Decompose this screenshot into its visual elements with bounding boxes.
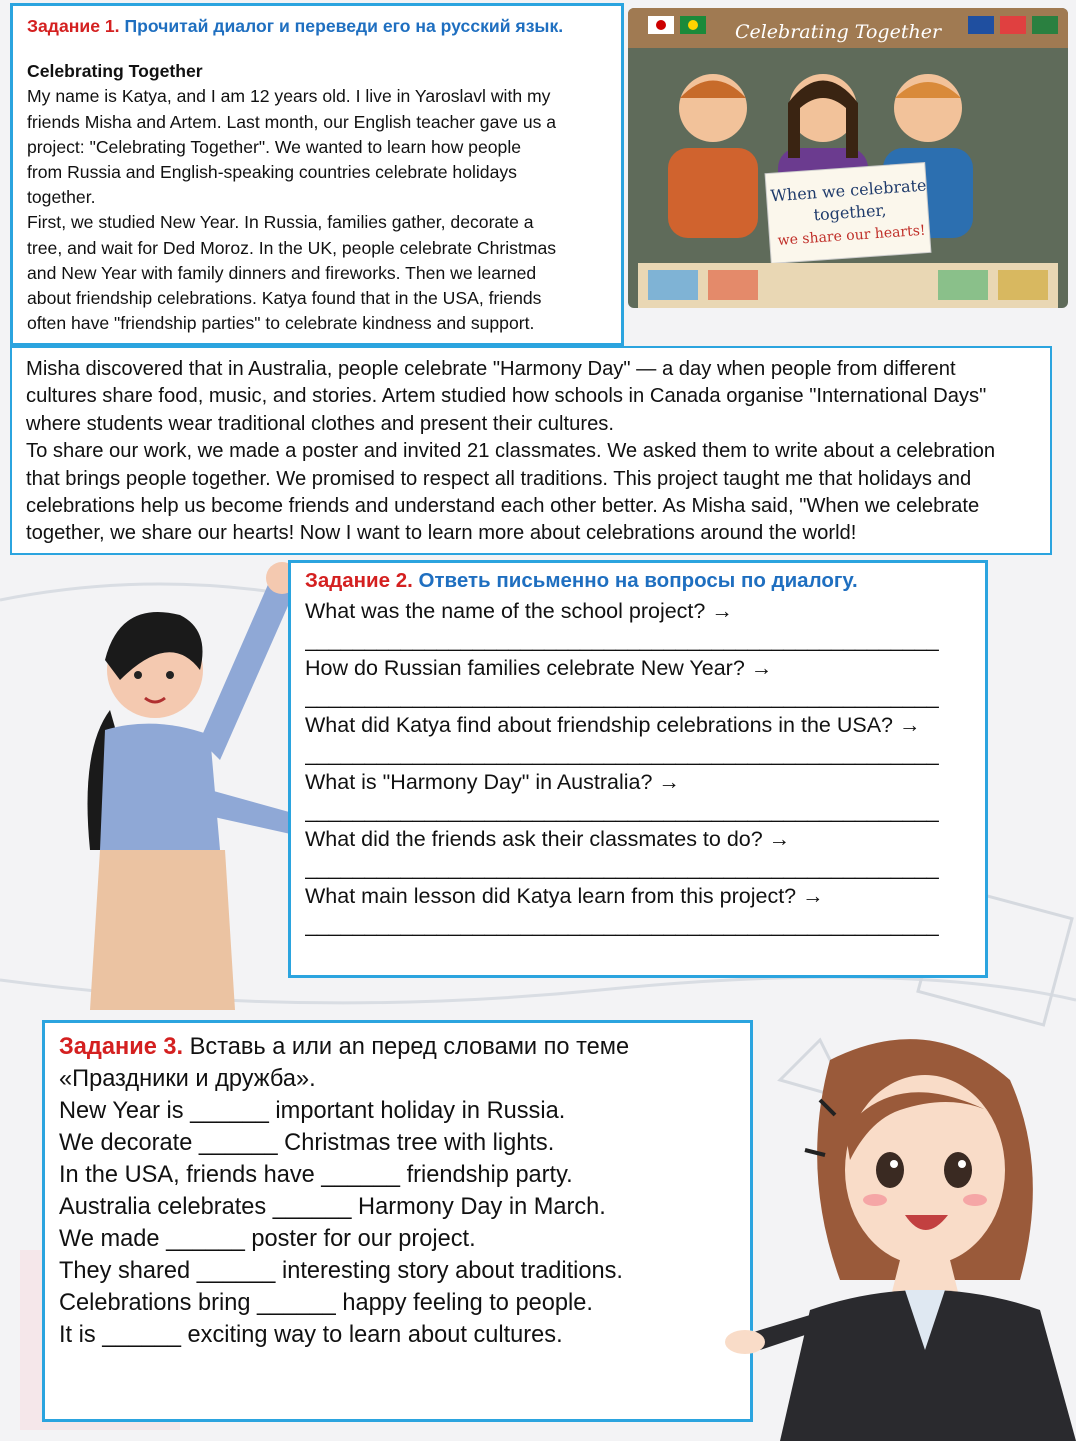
sign-line-1: When we celebrate	[769, 175, 927, 206]
poster-banner: Celebrating Together	[734, 21, 942, 43]
task3-box	[42, 1020, 753, 1422]
teacher-woman-illustration	[700, 1020, 1076, 1441]
fill-in-sentence[interactable]: Celebrations bring ______ happy feeling to people.	[59, 1290, 593, 1316]
task2-instruction: Ответь письменно на вопросы по диалогу.	[418, 569, 858, 592]
task3-heading	[59, 1031, 736, 1063]
answer-line[interactable]: _____________________________________________________	[305, 627, 939, 652]
celebration-illustration	[628, 8, 1068, 308]
story-line: together.	[27, 187, 96, 208]
story-line: that brings people together. We promised to respect all traditions. This project taught me that holidays and	[26, 467, 972, 490]
task1-heading	[27, 14, 607, 39]
fill-in-sentence[interactable]: We decorate ______ Christmas tree with lights.	[59, 1130, 555, 1156]
fill-in-sentence[interactable]: Australia celebrates ______ Harmony Day in March.	[59, 1194, 606, 1220]
task1-box	[10, 3, 624, 346]
story-line: often have "friendship parties" to celebrate kindness and support.	[27, 313, 535, 334]
story-line: friends Misha and Artem. Last month, our English teacher gave us a	[27, 111, 557, 132]
question: What is "Harmony Day" in Australia? →	[305, 770, 680, 794]
task3-instruction-2: «Праздники и дружба».	[59, 1066, 316, 1092]
answer-line[interactable]: _____________________________________________________	[305, 741, 939, 766]
answer-line[interactable]: _____________________________________________________	[305, 684, 939, 709]
sign-line-3: we share our hearts!	[777, 222, 927, 249]
story-line: celebrations help us become friends and understand each other better. As Misha said, "When we celebrate	[26, 495, 980, 518]
answer-line[interactable]: _____________________________________________________	[305, 912, 939, 937]
task2-heading	[305, 569, 971, 593]
task3-label: Задание 3.	[59, 1034, 184, 1060]
sign-line-2: together,	[812, 200, 888, 225]
story-line: To share our work, we made a poster and invited 21 classmates. We asked them to write about a celebration	[26, 440, 996, 463]
answer-line[interactable]: _____________________________________________________	[305, 855, 939, 880]
task2-box	[288, 560, 988, 978]
question: How do Russian families celebrate New Year? →	[305, 656, 773, 680]
story-line: Misha discovered that in Australia, people celebrate "Harmony Day" — a day when people from different	[26, 358, 956, 380]
story-line: project: "Celebrating Together". We wanted to learn how people	[27, 136, 522, 157]
task1-continuation-box	[10, 346, 1052, 555]
story-line: My name is Katya, and I am 12 years old. I live in Yaroslavl with my	[27, 86, 551, 107]
answer-line[interactable]: _____________________________________________________	[305, 798, 939, 823]
question: What did the friends ask their classmates to do? →	[305, 827, 791, 851]
story-line: together, we share our hearts! Now I want to learn more about celebrations around the world!	[26, 522, 857, 545]
fill-in-sentence[interactable]: New Year is ______ important holiday in Russia.	[59, 1098, 566, 1124]
question: What was the name of the school project? →	[305, 599, 733, 623]
story-line: and New Year with family dinners and fireworks. Then we learned	[27, 262, 537, 283]
question: What did Katya find about friendship celebrations in the USA? →	[305, 713, 921, 737]
story-title: Celebrating Together	[27, 61, 203, 82]
story-line: where students wear traditional clothes and present their cultures.	[26, 412, 615, 435]
story-line: tree, and wait for Ded Moroz. In the UK, people celebrate Christmas	[27, 237, 557, 258]
story-line: from Russia and English-speaking countries celebrate holidays	[27, 162, 517, 183]
story-line: First, we studied New Year. In Russia, families gather, decorate a	[27, 212, 534, 233]
task1-label: Задание 1.	[27, 16, 120, 36]
story-line: cultures share food, music, and stories. Artem studied how schools in Canada organise "International Days"	[26, 385, 987, 408]
fill-in-sentence[interactable]: In the USA, friends have ______ friendship party.	[59, 1162, 573, 1188]
task2-label: Задание 2.	[305, 569, 413, 592]
fill-in-sentence[interactable]: They shared ______ interesting story about traditions.	[59, 1258, 623, 1284]
task3-instruction-1: Вставь a или an перед словами по теме	[189, 1034, 630, 1060]
story-line: about friendship celebrations. Katya found that in the USA, friends	[27, 288, 542, 309]
fill-in-sentence[interactable]: It is ______ exciting way to learn about cultures.	[59, 1322, 563, 1348]
question: What main lesson did Katya learn from this project? →	[305, 884, 824, 908]
fill-in-sentence[interactable]: We made ______ poster for our project.	[59, 1226, 476, 1252]
task1-instruction: Прочитай диалог и переведи его на русский язык.	[124, 16, 564, 36]
